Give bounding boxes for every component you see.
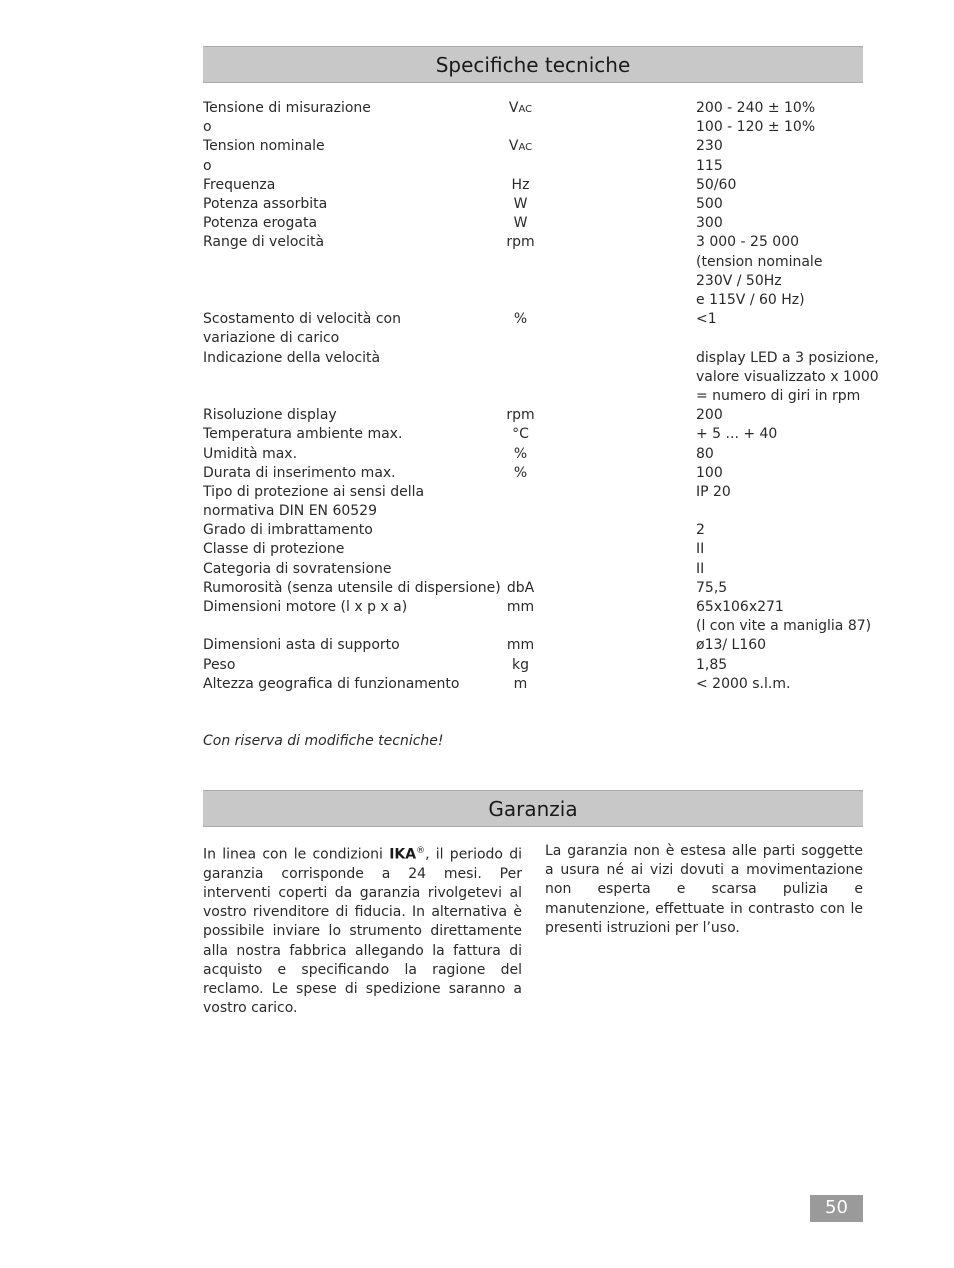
spec-param-line: Durata di inserimento max. (203, 464, 396, 481)
spec-value-line: 100 - 120 ± 10% (696, 119, 816, 136)
spec-value-line: 115 (696, 157, 723, 174)
modification-note: Con riserva di modifiche tecniche! (203, 733, 444, 749)
spec-value-line: II (696, 541, 705, 558)
spec-unit-line: mm (506, 637, 535, 654)
spec-unit-line: dbA (506, 579, 535, 596)
spec-row (203, 214, 863, 233)
page-number: 50 (810, 1195, 863, 1222)
spec-row (203, 540, 863, 559)
spec-row (203, 233, 863, 310)
spec-value (696, 483, 866, 502)
spec-value (696, 195, 866, 214)
spec-value (696, 656, 866, 675)
spec-param (203, 310, 493, 348)
spec-param (203, 464, 493, 483)
spec-row (203, 636, 863, 655)
spec-param (203, 656, 493, 675)
spec-unit (493, 425, 548, 444)
spec-unit (493, 483, 548, 502)
spec-param (203, 349, 493, 368)
spec-row (203, 195, 863, 214)
spec-value (696, 464, 866, 483)
spec-param-line: Grado di imbrattamento (203, 522, 373, 539)
spec-value-line: 65x106x271 (696, 599, 784, 616)
spec-value-line: 300 (696, 215, 723, 232)
spec-value (696, 636, 866, 655)
spec-param (203, 521, 493, 540)
spec-param-line: Temperatura ambiente max. (203, 426, 403, 443)
spec-param (203, 176, 493, 195)
spec-param-line: Tension nominale (203, 138, 325, 155)
spec-value-line: 2 (696, 522, 705, 539)
spec-value-line: 75,5 (696, 579, 728, 596)
warranty-text-left (203, 842, 522, 1018)
spec-unit-line (493, 157, 548, 176)
spec-unit (493, 464, 548, 483)
spec-value-line: 200 (696, 407, 723, 424)
spec-value-line: e 115V / 60 Hz) (696, 291, 805, 308)
spec-row (203, 406, 863, 425)
spec-param (203, 99, 493, 176)
spec-param (203, 636, 493, 655)
spec-unit (493, 656, 548, 675)
spec-row (203, 656, 863, 675)
spec-unit (493, 349, 548, 368)
spec-unit-line: rpm (506, 407, 535, 424)
spec-section-title: Specifiche tecniche (203, 46, 863, 83)
spec-param (203, 214, 493, 233)
spec-param-line: o (203, 119, 212, 136)
spec-value (696, 99, 866, 176)
spec-value (696, 540, 866, 559)
spec-unit-line: % (513, 311, 528, 328)
spec-unit-line (493, 118, 548, 137)
spec-value (696, 425, 866, 444)
spec-param (203, 579, 501, 598)
spec-unit (493, 445, 548, 464)
spec-param-line: Risoluzione display (203, 407, 337, 424)
spec-value-line: II (696, 560, 705, 577)
spec-param-line: Scostamento di velocità con (203, 311, 401, 328)
spec-unit-line: W (513, 215, 528, 232)
spec-unit (493, 233, 548, 252)
spec-value-line: + 5 ... + 40 (696, 426, 778, 443)
spec-value-line: (l con vite a maniglia 87) (696, 618, 872, 635)
spec-unit (493, 540, 548, 559)
spec-unit (493, 406, 548, 425)
spec-value-line: 230V / 50Hz (696, 272, 782, 289)
warranty-terms: , il periodo di garanzia corrisponde a 24 mesi. Per interventi coperti da garanzia rivolgetevi al vostro rivenditore di fiducia. In alternativa è possibile inviare lo strumento direttamente alla nostra fabbrica allegando la fattura di acquisto e specificando la ragione del reclamo. Le spese di spedizione saranno a vostro carico. (203, 846, 522, 1017)
spec-value (696, 598, 872, 636)
spec-param-line: Potenza erogata (203, 215, 318, 232)
spec-value-line: display LED a 3 posizione, (696, 349, 879, 366)
spec-unit-line (493, 521, 548, 540)
spec-unit (493, 195, 548, 214)
spec-value (696, 675, 866, 694)
spec-param-line: Dimensioni asta di supporto (203, 637, 400, 654)
spec-row (203, 445, 863, 464)
spec-param-line: normativa DIN EN 60529 (203, 503, 377, 520)
spec-unit (493, 176, 548, 195)
spec-value-line: < 2000 s.l.m. (696, 675, 791, 692)
brand-name: IKA (389, 846, 417, 863)
spec-unit-line: mm (506, 599, 535, 616)
spec-row (203, 560, 863, 579)
spec-table (203, 99, 879, 694)
spec-row (203, 598, 872, 636)
spec-value-line: <1 (696, 311, 717, 328)
spec-unit (493, 598, 548, 617)
spec-unit (493, 310, 548, 329)
spec-unit-line: Hz (511, 176, 530, 193)
spec-param (203, 540, 493, 559)
spec-param-line: Rumorosità (senza utensile di dispersione) (203, 579, 501, 596)
spec-param-line: Frequenza (203, 176, 276, 193)
spec-value-line: 3 000 - 25 000 (696, 234, 800, 251)
warranty-intro: In linea con le condizioni (203, 846, 390, 863)
spec-row (203, 176, 863, 195)
spec-value (696, 406, 866, 425)
spec-unit (493, 521, 548, 540)
spec-unit (493, 214, 548, 233)
spec-unit-line: kg (512, 656, 529, 673)
spec-unit-line (493, 483, 548, 502)
registered-mark: ® (416, 846, 426, 856)
spec-value (696, 445, 866, 464)
spec-value-line: 1,85 (696, 656, 728, 673)
spec-param (203, 560, 493, 579)
spec-value (696, 310, 866, 329)
spec-param-line: variazione di carico (203, 330, 340, 347)
warranty-text-right: La garanzia non è estesa alle parti soggette a usura né ai vizi dovuti a movimentazione non esperta e scarsa pulizia e manutenzione, effettuate in contrasto con le presenti istruzioni per l’uso. (545, 843, 863, 936)
spec-row (203, 349, 879, 407)
spec-unit (493, 560, 548, 579)
spec-unit-line: % (513, 445, 528, 462)
spec-param (203, 233, 493, 252)
spec-param-line: o (203, 157, 212, 174)
spec-param-line: Indicazione della velocità (203, 349, 381, 366)
spec-param-line: Classe di protezione (203, 541, 345, 558)
spec-row (203, 464, 863, 483)
spec-value-line: 230 (696, 138, 723, 155)
spec-unit-line: W (513, 195, 528, 212)
spec-value-line: 500 (696, 195, 723, 212)
spec-unit-line: VAC (508, 138, 533, 155)
spec-param (203, 483, 493, 521)
spec-param (203, 195, 493, 214)
spec-value-line: 50/60 (696, 176, 737, 193)
spec-param-line: Potenza assorbita (203, 195, 328, 212)
spec-unit-line: rpm (506, 234, 535, 251)
spec-value (696, 521, 866, 540)
spec-unit-line: % (513, 464, 528, 481)
spec-value-line: IP 20 (696, 483, 731, 500)
spec-value (696, 349, 879, 407)
spec-value (696, 579, 866, 598)
spec-value-line: ø13/ L160 (696, 637, 767, 654)
spec-param-line: Altezza geografica di funzionamento (203, 675, 460, 692)
spec-unit-line (493, 349, 548, 368)
spec-value-line: = numero di giri in rpm (696, 387, 861, 404)
spec-unit-line (493, 540, 548, 559)
spec-param (203, 445, 493, 464)
spec-param-line: Dimensioni motore (l x p x a) (203, 599, 408, 616)
spec-unit-line: m (513, 675, 528, 692)
spec-param (203, 598, 493, 617)
spec-param (203, 675, 493, 694)
spec-row (203, 521, 863, 540)
spec-value-line: valore visualizzato x 1000 (696, 368, 879, 385)
spec-value-line: (tension nominale (696, 253, 823, 270)
spec-row (203, 425, 863, 444)
spec-value (696, 560, 866, 579)
spec-value-line: 200 - 240 ± 10% (696, 100, 816, 116)
spec-value (696, 176, 866, 195)
spec-row (203, 483, 863, 521)
spec-row (203, 99, 863, 176)
spec-value-line: 100 (696, 464, 723, 481)
spec-value-line: 80 (696, 445, 714, 462)
spec-unit-line (493, 560, 548, 579)
spec-param (203, 406, 493, 425)
spec-unit-line: VAC (508, 100, 533, 116)
spec-param (203, 425, 493, 444)
spec-param-line: Categoria di sovratensione (203, 560, 392, 577)
spec-row (203, 310, 863, 348)
spec-value (696, 214, 866, 233)
spec-param-line: Peso (203, 656, 236, 673)
spec-unit (493, 579, 548, 598)
spec-unit (493, 99, 548, 176)
warranty-section-title: Garanzia (203, 790, 863, 827)
spec-param-line: Tipo di protezione ai sensi della (203, 483, 425, 500)
spec-unit (493, 675, 548, 694)
spec-param-line: Range di velocità (203, 234, 325, 251)
spec-row (203, 579, 863, 598)
spec-param-line: Umidità max. (203, 445, 298, 462)
spec-param-line: Tensione di misurazione (203, 100, 371, 116)
spec-unit (493, 636, 548, 655)
spec-unit-line: °C (512, 426, 529, 443)
spec-row (203, 675, 863, 694)
spec-value (696, 233, 866, 310)
